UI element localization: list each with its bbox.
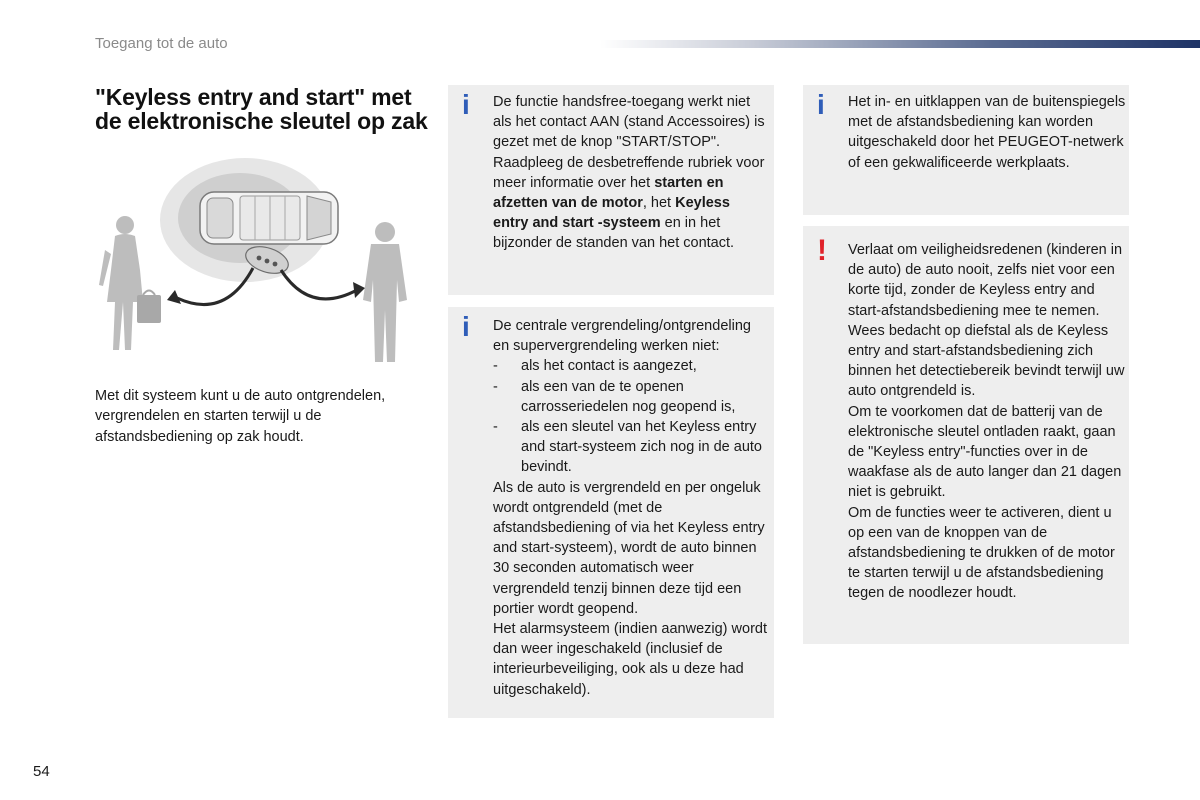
man-silhouette-icon (363, 222, 407, 362)
title-line-1: "Keyless entry and start" met (95, 84, 412, 110)
list-item: - als een van de te openen carrosseriedelen nog geopend is, (493, 377, 768, 417)
warning-box-safety (803, 226, 1129, 644)
intro-paragraph: Met dit systeem kunt u de auto ontgrendelen, vergrendelen en starten terwijl u de afstandsbediening op zak houdt. (95, 388, 386, 445)
info-paragraph-reference: Raadpleeg de desbetreffende rubriek voor meer informatie over het starten en afzetten van de motor, het Keyless entry and start -systeem en in het bijzonder de standen van het contact. (493, 154, 765, 252)
info-paragraph: Het in- en uitklappen van de buitenspiegels met de afstandsbediening kan worden uitgeschakeld door het PEUGEOT-netwerk of een gekwalificeerde werkplaats. (848, 94, 1126, 171)
info-box-text (848, 92, 1126, 173)
warning-paragraph: Verlaat om veiligheidsredenen (kinderen in de auto) de auto nooit, zelfs niet voor een korte tijd, zonder de Keyless entry and start-afstandsbediening mee te nemen. (848, 242, 1123, 319)
info-icon: i (817, 89, 825, 120)
bold-reference-keyless: Keyless entry and start -systeem (493, 195, 730, 232)
info-box-handsfree (448, 85, 774, 295)
info-icon: i (462, 311, 470, 342)
title-line-2: de elektronische sleutel op zak (95, 108, 428, 134)
bold-reference-start-stop: starten en afzetten van de motor (493, 174, 724, 212)
page-number: 54 (33, 763, 50, 780)
list-item: - als het contact is aangezet, (493, 356, 768, 376)
warning-box-text (848, 240, 1126, 604)
warning-paragraph: Wees bedacht op diefstal als de Keyless entry and start-afstandsbediening zich binnen het detectiebereik bevindt terwijl uw auto ontgrendeld is. (848, 322, 1125, 400)
car-top-view-icon (200, 192, 338, 244)
info-box-text (493, 316, 768, 700)
warning-paragraph: Om de functies weer te activeren, dient u op een van de knoppen van de afstandsbediening te drukken of de motor te starten terwijl u de afstandsbediening tegen de noodlezer houdt. (848, 504, 1115, 602)
warning-paragraph: Om te voorkomen dat de batterij van de elektronische sleutel ontladen raakt, gaan de "Keyless entry"-functies over in de waakfase als de auto langer dan 21 dagen niet is gebruikt. (848, 403, 1122, 501)
keyless-entry-illustration (95, 150, 425, 365)
header-gradient-rule (600, 40, 1200, 48)
info-box-central-locking (448, 307, 774, 718)
info-paragraph: Als de auto is vergrendeld en per ongeluk wordt ontgrendeld (met de afstandsbediening of via het Keyless entry and start-systeem), wordt de auto binnen 30 seconden automatisch weer vergrendeld tenzij binnen deze tijd een portier wordt geopend. (493, 479, 765, 617)
woman-silhouette-icon (99, 216, 161, 350)
info-icon: i (462, 89, 470, 120)
list-item: - als een sleutel van het Keyless entry and start-systeem zich nog in de auto bevindt. (493, 417, 768, 478)
conditions-list (493, 356, 768, 477)
info-paragraph: De functie handsfree-toegang werkt niet als het contact AAN (stand Accessoires) is gezet met de knop "START/STOP". (493, 94, 765, 151)
info-paragraph: Het alarmsysteem (indien aanwezig) wordt dan weer ingeschakeld (inclusief de interieurbeveiliging, ook als u deze had uitgeschakeld). (493, 621, 767, 698)
info-box-mirrors (803, 85, 1129, 215)
running-header: Toegang tot de auto (95, 35, 228, 52)
info-paragraph: De centrale vergrendeling/ontgrendeling en supervergrendeling werken niet: (493, 318, 751, 355)
warning-icon: ! (817, 234, 827, 267)
info-box-text (493, 92, 768, 254)
page-title (95, 85, 435, 133)
